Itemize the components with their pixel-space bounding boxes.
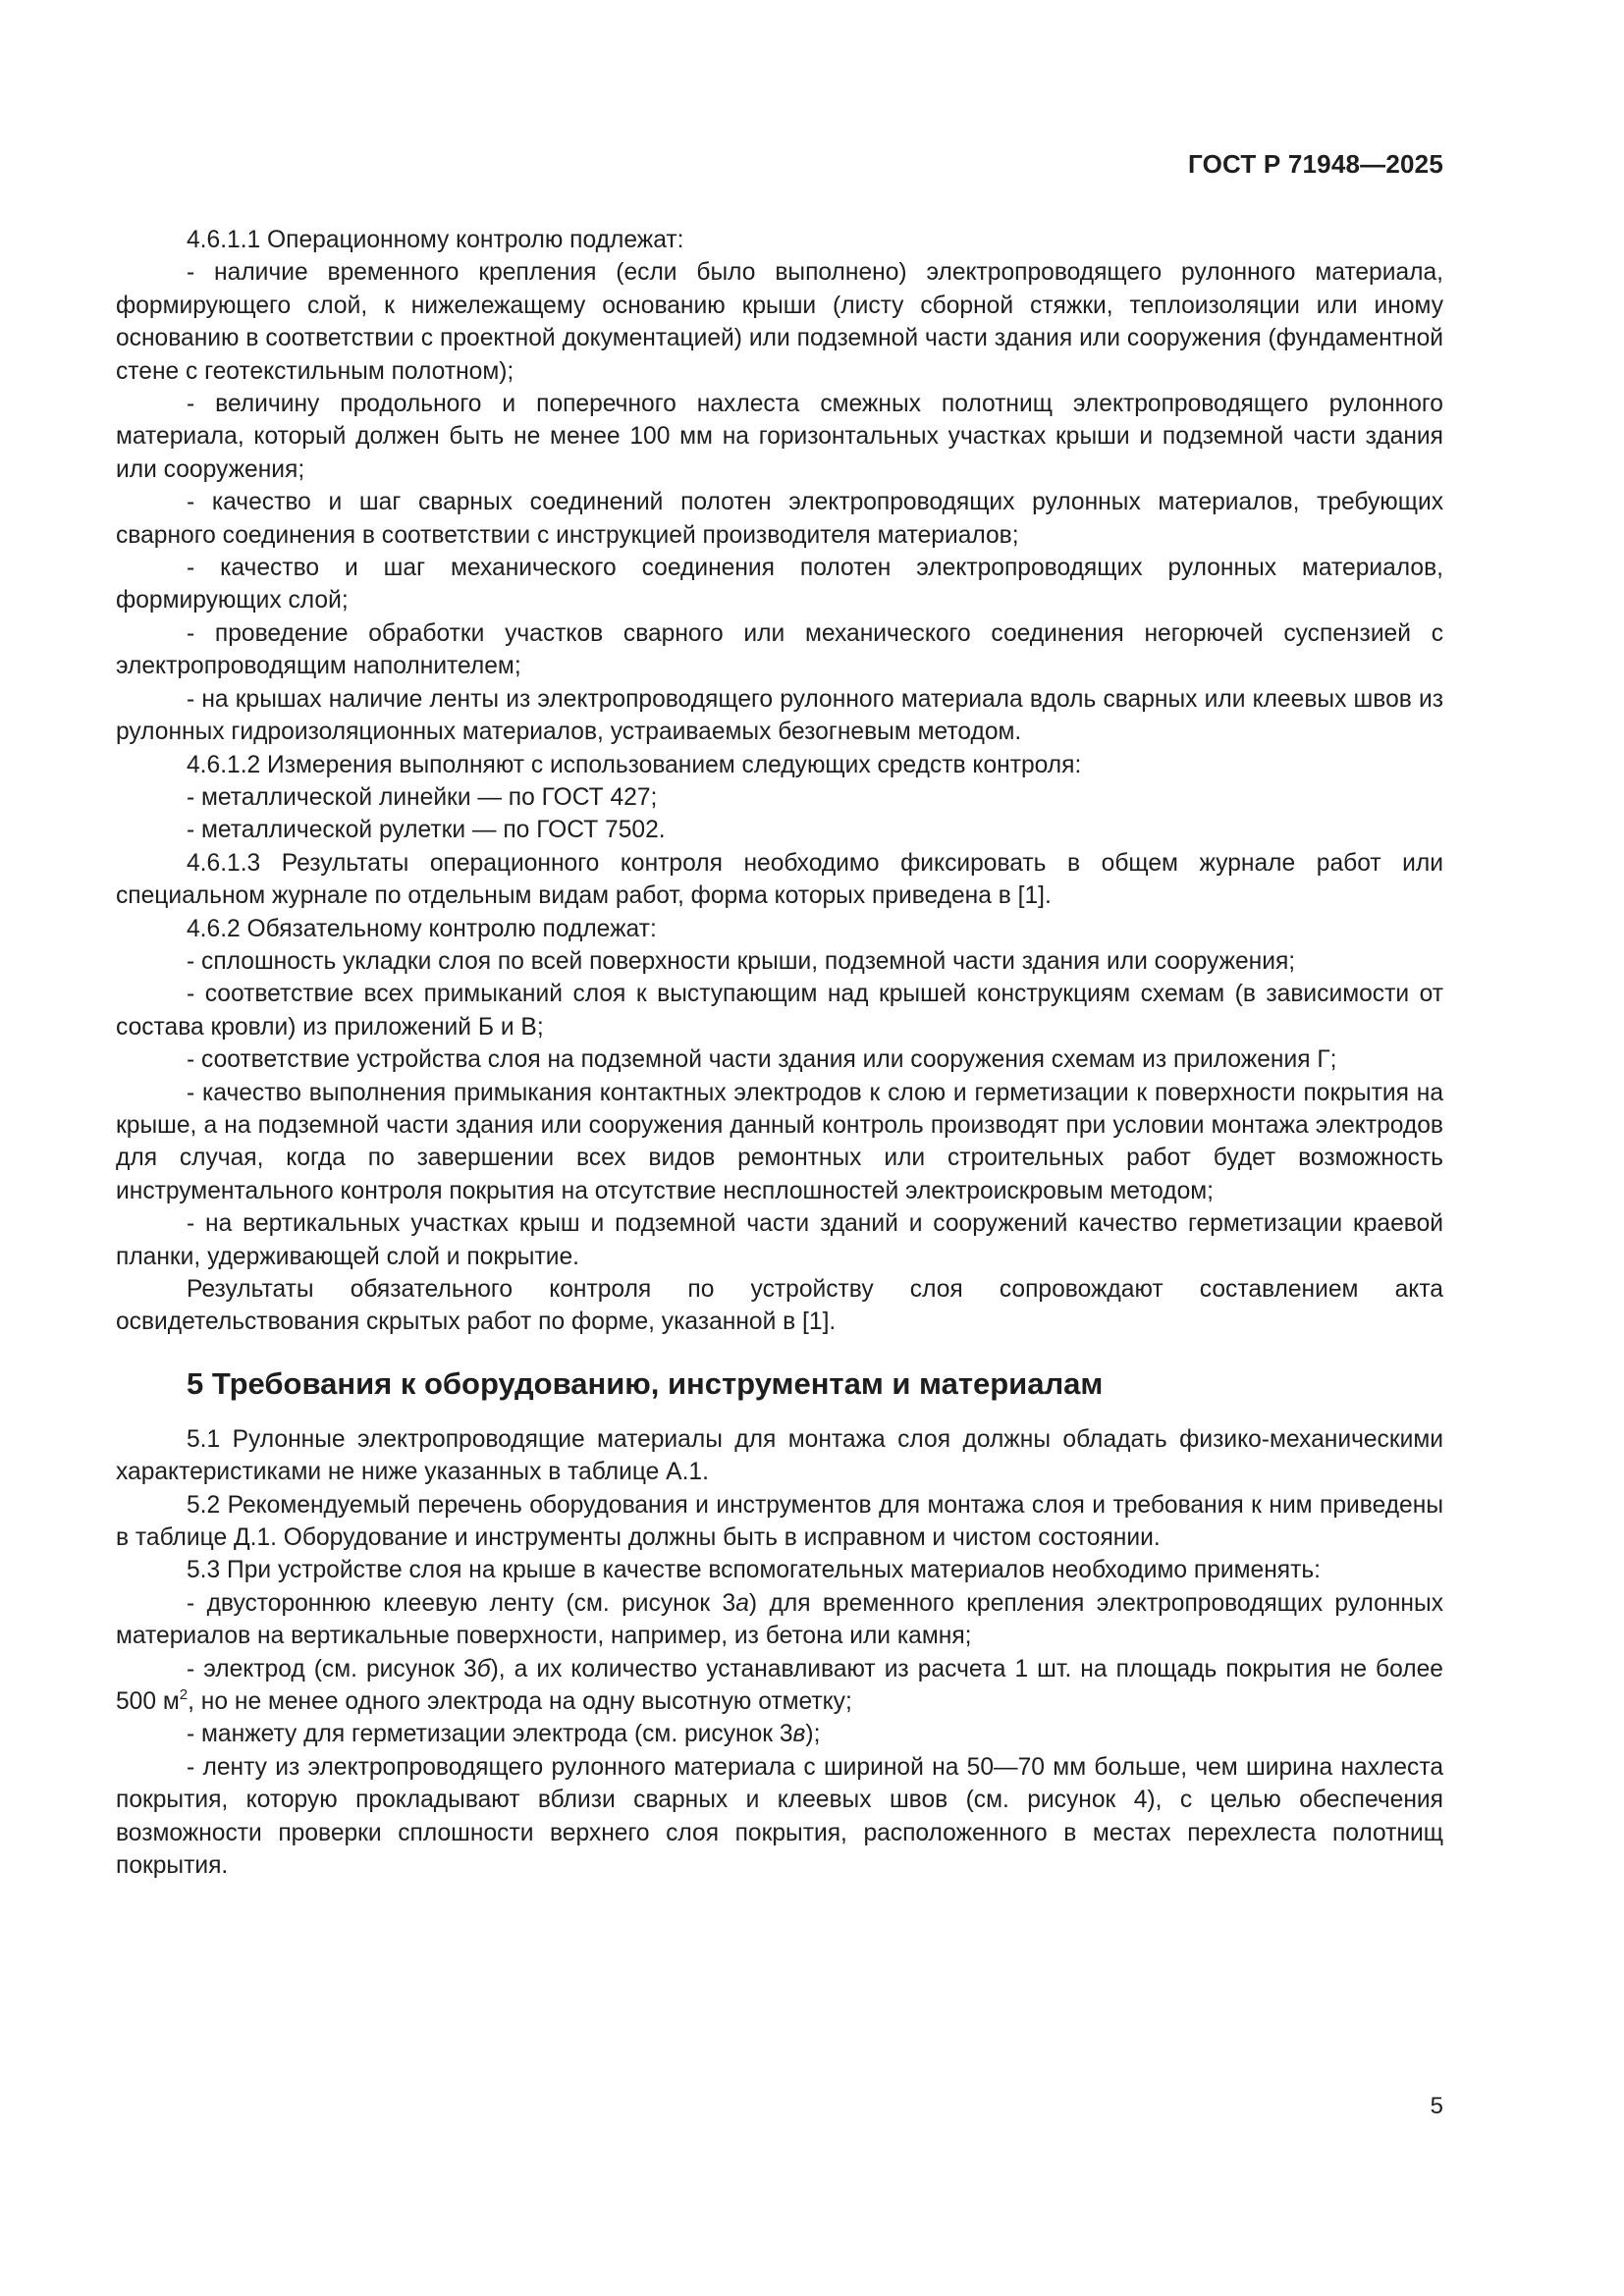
list-item-conductive-tape: - ленту из электропроводящего рулонного материала с шириной на 50—70 мм больше, чем ширина нахлеста покрытия, которую прокладывают вблизи сварных и клеевых швов (см. рисунок 4), с целью обеспечения возможности проверки сплошности верхнего слоя покрытия, расположенного в местах перехлеста полотнищ покрытия.: [116, 1753, 1443, 1880]
paragraph-5-2: 5.2 Рекомендуемый перечень оборудования и инструментов для монтажа слоя и требования к ним приведены в таблице Д.1. Оборудование и инструменты должны быть в исправном и чистом состоянии.: [116, 1491, 1443, 1552]
list-item-temporary-fastening: - наличие временного крепления (если было выполнено) электропроводящего рулонного материала, формирующего слой, к нижележащему основанию крыши (листу сборной стяжки, теплоизоляции или иному основанию в соответствии с проектной документацией) или подземной части здания или сооружения (фундаментной стене с геотекстильным полотном);: [116, 259, 1443, 385]
paragraph-4-6-2: 4.6.2 Обязательному контролю подлежат:: [187, 915, 657, 942]
figure-letter: б: [476, 1655, 491, 1682]
list-item-roof-tape: - на крышах наличие ленты из электропроводящего рулонного материала вдоль сварных или клеевых швов из рулонных гидроизоляционных материалов, устраиваемых безогневым методом.: [116, 685, 1443, 746]
superscript-unit: 2: [179, 1686, 189, 1704]
list-item-electrode-junction: - качество выполнения примыкания контактных электродов к слою и герметизации к поверхности покрытия на крыше, а на подземной части здания или сооружения данный контроль производят при условии монтажа электродов для случая, когда по завершении всех видов ремонтных или строительных работ будет возможность инструментального контроля покрытия на отсутствие несплошностей электроискровым методом;: [116, 1079, 1443, 1204]
list-item-edge-strip-sealing: - на вертикальных участках крыш и подземной части зданий и сооружений качество герметизации краевой планки, удерживающей слой и покрытие.: [116, 1210, 1443, 1270]
text-run: - электрод (см. рисунок 3: [187, 1655, 477, 1682]
text-run: - двустороннюю клеевую ленту (см. рисунок 3: [187, 1589, 736, 1617]
figure-letter: в: [792, 1721, 806, 1748]
list-item-underground-layer: - соответствие устройства слоя на подземной части здания или сооружения схемам из приложения Г;: [187, 1046, 1337, 1074]
list-item-mechanical-joint: - качество и шаг механического соединения полотен электропроводящих рулонных материалов, формирующих слой;: [116, 555, 1443, 614]
list-item-continuity: - сплошность укладки слоя по всей поверхности крыши, подземной части здания или сооружения;: [187, 947, 1296, 975]
list-item-roof-junctions: - соответствие всех примыканий слоя к выступающим над крышей конструкциям схемам (в зависимости от состава кровли) из приложений Б и В;: [116, 981, 1443, 1041]
paragraph-4-6-1-3: 4.6.1.3 Результаты операционного контроля необходимо фиксировать в общем журнале работ или специальном журнале по отдельным видам работ, форма которых приведена в [1].: [116, 849, 1443, 910]
text-run: ) для временного крепления электропроводящих рулонных материалов на вертикальные поверхности, например, из бетона или камня;: [116, 1589, 1443, 1650]
section-5-heading: 5 Требования к оборудованию, инструментам и материалам: [187, 1365, 1104, 1401]
paragraph-4-6-1-1: 4.6.1.1 Операционному контролю подлежат:: [187, 227, 684, 253]
paragraph-4-6-1-2: 4.6.1.2 Измерения выполняют с использованием следующих средств контроля:: [187, 751, 1082, 778]
list-item-overlap-size: - величину продольного и поперечного нахлеста смежных полотнищ электропроводящего рулонного материала, который должен быть не менее 100 мм на горизонтальных участках крыши и подземной части здания или сооружения;: [116, 391, 1443, 483]
list-item-electrode-cuff: [116, 1718, 1443, 1750]
text-run: ), а их количество устанавливают из расчета 1 шт. на площадь покрытия не более 500 м: [116, 1655, 1443, 1716]
document-body: [116, 224, 1443, 1883]
paragraph-5-3: 5.3 При устройстве слоя на крыше в качестве вспомогательных материалов необходимо применять:: [187, 1557, 1322, 1584]
paragraph-mandatory-control-results: Результаты обязательного контроля по устройству слоя сопровождают составлением акта освидетельствования скрытых работ по форме, указанной в [1].: [116, 1276, 1443, 1336]
list-item-adhesive-tape: [116, 1587, 1443, 1653]
text-run: );: [805, 1721, 821, 1748]
list-item-ruler: - металлической линейки — по ГОСТ 427;: [187, 783, 658, 811]
list-item-weld-quality: - качество и шаг сварных соединений полотен электропроводящих рулонных материалов, требующих сварного соединения в соответствии с инструкцией производителя материалов;: [116, 489, 1443, 549]
page-number: 5: [1430, 2093, 1443, 2119]
text-run: , но не менее одного электрода на одну высотную отметку;: [188, 1688, 852, 1716]
document-code-header: ГОСТ Р 71948—2025: [1188, 149, 1443, 179]
list-item-suspension-treatment: - проведение обработки участков сварного или механического соединения негорючей суспензией с электропроводящим наполнителем;: [116, 619, 1443, 680]
figure-letter: а: [735, 1589, 749, 1617]
list-item-electrode: [116, 1653, 1443, 1719]
list-item-tape-measure: - металлической рулетки — по ГОСТ 7502.: [187, 817, 666, 844]
text-run: - манжету для герметизации электрода (см. рисунок 3: [187, 1721, 793, 1748]
paragraph-5-1: 5.1 Рулонные электропроводящие материалы для монтажа слоя должны обладать физико-механическими характеристиками не ниже указанных в таблице А.1.: [116, 1425, 1443, 1486]
